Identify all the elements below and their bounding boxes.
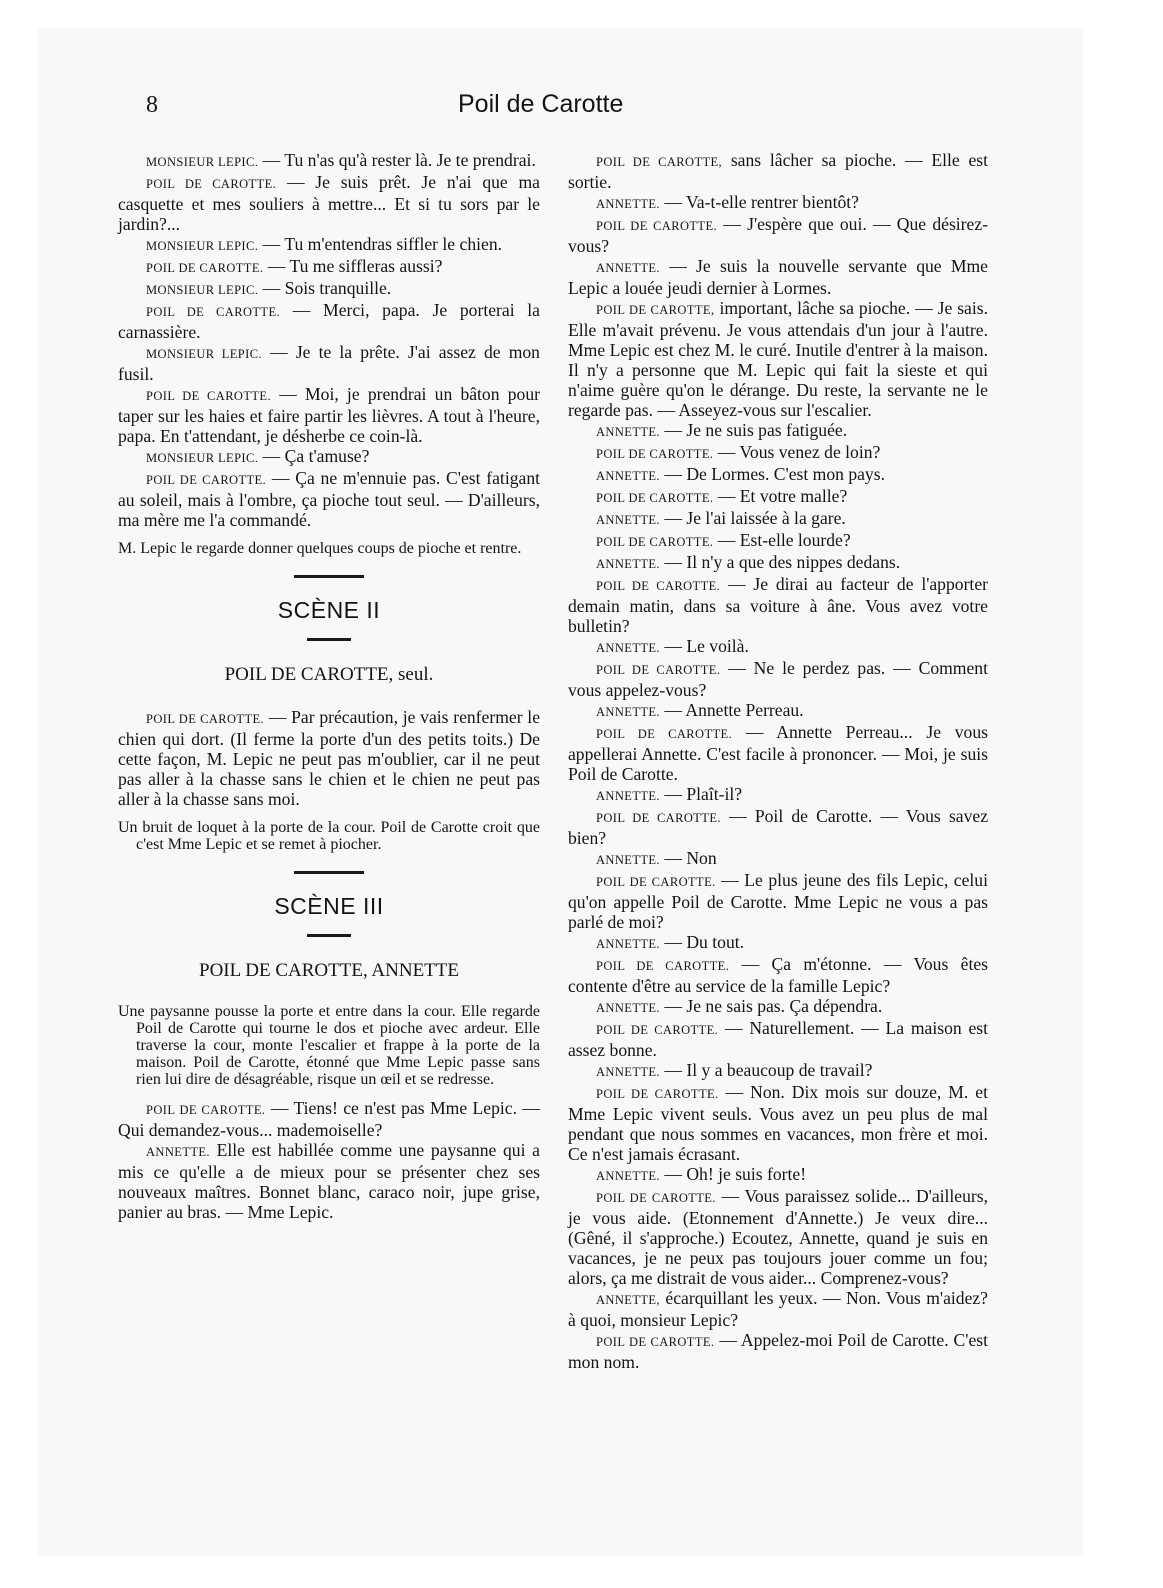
speaker: ANNETTE. bbox=[596, 705, 660, 719]
dialogue-line bbox=[568, 1330, 988, 1372]
dialogue-line bbox=[118, 278, 540, 300]
speech: Elle est habillée comme une paysanne qui a mis ce qu'elle a de mieux pour se présenter chez ses nouveaux maîtres. Bonnet blanc, caraco noir, jupe grise, panier au bras. — Mme Lepic. bbox=[118, 1140, 540, 1222]
dialogue-line bbox=[568, 996, 988, 1018]
dialogue-line bbox=[568, 530, 988, 552]
speech: — Vous paraissez solide... D'ailleurs, je vous aide. (Etonnement d'Annette.) Je veux dire... (Gêné, il s'approche.) Ecoutez, Annette, quand je suis en vacances, je ne peux pas toujours jouer comme un fou; alors, ça me distrait de vous aider... Comprenez-vous? bbox=[568, 1186, 989, 1288]
speech: — Sois tranquille. bbox=[262, 278, 392, 298]
dialogue-line bbox=[568, 214, 988, 256]
section-rule bbox=[294, 871, 364, 874]
speaker: POIL DE CAROTTE. bbox=[596, 1087, 719, 1101]
dialogue-line bbox=[568, 870, 988, 932]
speaker: POIL DE CAROTTE. bbox=[596, 447, 714, 461]
dialogue-line bbox=[568, 486, 988, 508]
dialogue-line bbox=[568, 574, 988, 636]
dialogue-line bbox=[118, 256, 540, 278]
speech: — Et votre malle? bbox=[717, 486, 848, 506]
speaker: POIL DE CAROTTE. bbox=[596, 1335, 715, 1349]
speaker: POIL DE CAROTTE. bbox=[596, 811, 721, 825]
speech: — Je ne sais pas. Ça dépendra. bbox=[664, 996, 883, 1016]
speech: — Tiens! ce n'est pas Mme Lepic. — Qui demandez-vous... mademoiselle? bbox=[118, 1098, 540, 1140]
dialogue-line bbox=[568, 1164, 988, 1186]
speaker: POIL DE CAROTTE, bbox=[596, 303, 715, 317]
speech: — Je suis la nouvelle servante que Mme Lepic a louée jeudi dernier à Lormes. bbox=[568, 256, 988, 298]
speaker: ANNETTE. bbox=[596, 197, 660, 211]
dialogue-line bbox=[568, 700, 988, 722]
speaker: POIL DE CAROTTE. bbox=[596, 663, 721, 677]
dialogue-line bbox=[568, 636, 988, 658]
speaker: ANNETTE. bbox=[596, 261, 660, 275]
speech: sans lâcher sa pioche. — Elle est sortie. bbox=[568, 150, 988, 192]
scene-cast: POIL DE CAROTTE, seul. bbox=[224, 664, 434, 685]
page-number: 8 bbox=[146, 92, 158, 118]
speaker: MONSIEUR LEPIC. bbox=[146, 239, 259, 253]
speech: — Tu m'entendras siffler le chien. bbox=[262, 234, 503, 254]
speaker: POIL DE CAROTTE. bbox=[146, 389, 271, 403]
dialogue-line bbox=[118, 707, 540, 809]
speech: — Je te la prête. J'ai assez de mon fusil. bbox=[118, 342, 540, 384]
dialogue-line bbox=[568, 1288, 988, 1330]
speech: — Appelez-moi Poil de Carotte. C'est mon nom. bbox=[568, 1330, 988, 1372]
section-rule bbox=[307, 934, 351, 937]
speech: — De Lormes. C'est mon pays. bbox=[664, 464, 885, 484]
speech: — Je l'ai laissée à la gare. bbox=[664, 508, 846, 528]
speaker: POIL DE CAROTTE. bbox=[596, 727, 733, 741]
section-rule bbox=[307, 638, 351, 641]
speech: — Ne le perdez pas. — Comment vous appelez-vous? bbox=[568, 658, 988, 700]
speech: — Ça m'étonne. — Vous êtes contente d'être au service de la famille Lepic? bbox=[568, 954, 988, 996]
dialogue-block bbox=[118, 150, 540, 530]
speaker: MONSIEUR LEPIC. bbox=[146, 283, 259, 297]
scene-cast: POIL DE CAROTTE, ANNETTE bbox=[199, 960, 459, 981]
dialogue-line bbox=[568, 552, 988, 574]
dialogue-line bbox=[568, 722, 988, 784]
speaker: ANNETTE. bbox=[146, 1145, 210, 1159]
speaker: POIL DE CAROTTE. bbox=[596, 959, 730, 973]
running-title: Poil de Carotte bbox=[458, 90, 624, 118]
speaker: POIL DE CAROTTE. bbox=[596, 1023, 719, 1037]
dialogue-line bbox=[568, 192, 988, 214]
dialogue-line bbox=[568, 298, 988, 420]
dialogue-line bbox=[568, 932, 988, 954]
speaker: POIL DE CAROTTE. bbox=[146, 1103, 266, 1117]
dialogue-line bbox=[568, 420, 988, 442]
speech: — Est-elle lourde? bbox=[717, 530, 851, 550]
speaker: POIL DE CAROTTE, bbox=[596, 155, 723, 169]
dialogue-line bbox=[568, 954, 988, 996]
dialogue-line bbox=[118, 1140, 540, 1222]
speech: — Par précaution, je vais renfermer le chien qui dort. (Il ferme la porte d'un des petits toits.) De cette façon, M. Lepic ne peut pas m'oublier, car il ne peut pas aller à la chasse sans le chien et le chien ne peut pas aller à la chasse sans moi. bbox=[118, 707, 540, 809]
dialogue-line bbox=[118, 300, 540, 342]
speaker: MONSIEUR LEPIC. bbox=[146, 451, 259, 465]
stage-direction: Une paysanne pousse la porte et entre dans la cour. Elle regarde Poil de Carotte qui tourne le dos et pioche avec ardeur. Elle traverse la cour, monte l'escalier et frappe à la porte de la maison. Poil de Carotte, étonné que Mme Lepic passe sans rien lui dire de désagréable, risque un œil et se redresse. bbox=[118, 1003, 540, 1088]
speaker: POIL DE CAROTTE. bbox=[596, 219, 718, 233]
speech: — Le voilà. bbox=[664, 636, 749, 656]
scene-title: SCÈNE II bbox=[277, 597, 381, 623]
section-rule bbox=[294, 575, 364, 578]
dialogue-block bbox=[118, 1098, 540, 1222]
speech: — Vous venez de loin? bbox=[717, 442, 881, 462]
speaker: POIL DE CAROTTE. bbox=[596, 535, 714, 549]
speech: écarquillant les yeux. — Non. Vous m'aidez? à quoi, monsieur Lepic? bbox=[568, 1288, 988, 1330]
speech: — Il n'y a que des nippes dedans. bbox=[664, 552, 901, 572]
speaker: MONSIEUR LEPIC. bbox=[146, 155, 259, 169]
speech: — Va-t-elle rentrer bientôt? bbox=[664, 192, 859, 212]
dialogue-line bbox=[568, 1060, 988, 1082]
speaker: ANNETTE. bbox=[596, 789, 660, 803]
speech: — Le plus jeune des fils Lepic, celui qu'on appelle Poil de Carotte. Mme Lepic ne vous a pas parlé de moi? bbox=[568, 870, 988, 932]
speech: — Je dirai au facteur de l'apporter demain matin, dans sa voiture à âne. Vous avez votre bulletin? bbox=[568, 574, 988, 636]
speaker: ANNETTE. bbox=[596, 1169, 660, 1183]
speaker: POIL DE CAROTTE. bbox=[146, 177, 277, 191]
speech: — Moi, je prendrai un bâton pour taper sur les haies et faire partir les lièvres. A tout à l'heure, papa. En t'attendant, je désherbe ce coin-là. bbox=[118, 384, 540, 446]
dialogue-line bbox=[568, 1082, 988, 1164]
speech: — Tu n'as qu'à rester là. Je te prendrai. bbox=[262, 150, 536, 170]
dialogue-line bbox=[568, 442, 988, 464]
dialogue-line bbox=[568, 150, 988, 192]
speech: — Oh! je suis forte! bbox=[664, 1164, 807, 1184]
scene-title: SCÈNE III bbox=[274, 893, 384, 919]
speaker: ANNETTE. bbox=[596, 425, 660, 439]
dialogue-block bbox=[568, 150, 988, 1372]
speech: — Non bbox=[664, 848, 717, 868]
dialogue-line bbox=[118, 1098, 540, 1140]
speaker: ANNETTE. bbox=[596, 513, 660, 527]
speech: — Poil de Carotte. — Vous savez bien? bbox=[568, 806, 989, 848]
speaker: POIL DE CAROTTE. bbox=[596, 1191, 716, 1205]
speech: — Merci, papa. Je porterai la carnassière. bbox=[118, 300, 540, 342]
speech: — Annette Perreau. bbox=[664, 700, 804, 720]
speaker: POIL DE CAROTTE. bbox=[146, 473, 267, 487]
dialogue-line bbox=[568, 464, 988, 486]
speaker: POIL DE CAROTTE. bbox=[596, 875, 716, 889]
dialogue-line bbox=[568, 1186, 988, 1288]
speaker: MONSIEUR LEPIC. bbox=[146, 347, 262, 361]
speech: — Ça t'amuse? bbox=[262, 446, 370, 466]
dialogue-line bbox=[118, 342, 540, 384]
speech: — Naturellement. — La maison est assez bonne. bbox=[568, 1018, 988, 1060]
speaker: ANNETTE, bbox=[596, 1293, 660, 1307]
left-column bbox=[118, 150, 540, 1222]
dialogue-line bbox=[118, 384, 540, 446]
dialogue-line bbox=[118, 446, 540, 468]
speaker: POIL DE CAROTTE. bbox=[146, 712, 265, 726]
dialogue-line bbox=[118, 150, 540, 172]
speaker: POIL DE CAROTTE. bbox=[146, 261, 264, 275]
speech: — Plaît-il? bbox=[664, 784, 743, 804]
dialogue-line bbox=[568, 256, 988, 298]
dialogue-line bbox=[568, 806, 988, 848]
speech: important, lâche sa pioche. — Je sais. Elle m'avait prévenu. Je vous attendais d'un jour à l'autre. Mme Lepic est chez M. le curé. Inutile d'entrer à la maison. Il n'y a personne que M. Lepic qui fait la sieste et qui n'aime guère qu'on le dérange. Du reste, la servante ne le regarde pas. — Asseyez-vous sur l'escalier. bbox=[568, 298, 988, 420]
dialogue-line bbox=[118, 468, 540, 530]
speaker: ANNETTE. bbox=[596, 641, 660, 655]
dialogue-line bbox=[568, 784, 988, 806]
speaker: ANNETTE. bbox=[596, 1065, 660, 1079]
dialogue-line bbox=[118, 172, 540, 234]
speech: — Ça ne m'ennuie pas. C'est fatigant au soleil, mais à l'ombre, ça pioche tout seul. — D'ailleurs, ma mère me l'a commandé. bbox=[118, 468, 540, 530]
dialogue-line bbox=[118, 234, 540, 256]
speaker: POIL DE CAROTTE. bbox=[596, 579, 721, 593]
speaker: ANNETTE. bbox=[596, 937, 660, 951]
speech: — Je ne suis pas fatiguée. bbox=[664, 420, 848, 440]
speech: — Tu me siffleras aussi? bbox=[267, 256, 443, 276]
speech: — J'espère que oui. — Que désirez-vous? bbox=[568, 214, 989, 256]
speaker: ANNETTE. bbox=[596, 557, 660, 571]
speaker: ANNETTE. bbox=[596, 853, 660, 867]
stage-direction: M. Lepic le regarde donner quelques coups de pioche et rentre. bbox=[118, 540, 522, 557]
dialogue-line bbox=[568, 658, 988, 700]
speech: — Il y a beaucoup de travail? bbox=[664, 1060, 873, 1080]
speaker: ANNETTE. bbox=[596, 1001, 660, 1015]
speech: — Du tout. bbox=[664, 932, 745, 952]
dialogue-line bbox=[568, 1018, 988, 1060]
speech: — Annette Perreau... Je vous appellerai Annette. C'est facile à prononcer. — Moi, je suis Poil de Carotte. bbox=[568, 722, 988, 784]
stage-direction: Un bruit de loquet à la porte de la cour. Poil de Carotte croit que c'est Mme Lepic et se remet à piocher. bbox=[118, 819, 540, 853]
dialogue-line bbox=[568, 848, 988, 870]
speech: — Non. Dix mois sur douze, M. et Mme Lepic vivent seuls. Vous avez un peu plus de mal pendant que nous sommes en vacances, mon frère et moi. Ce n'est jamais écrasant. bbox=[568, 1082, 988, 1164]
speech: — Je suis prêt. Je n'ai que ma casquette et mes souliers à mettre... Et si tu sors par le jardin?... bbox=[118, 172, 540, 234]
dialogue-line bbox=[568, 508, 988, 530]
speaker: ANNETTE. bbox=[596, 469, 660, 483]
speaker: POIL DE CAROTTE. bbox=[596, 491, 714, 505]
speaker: POIL DE CAROTTE. bbox=[146, 305, 281, 319]
right-column bbox=[568, 150, 988, 1372]
